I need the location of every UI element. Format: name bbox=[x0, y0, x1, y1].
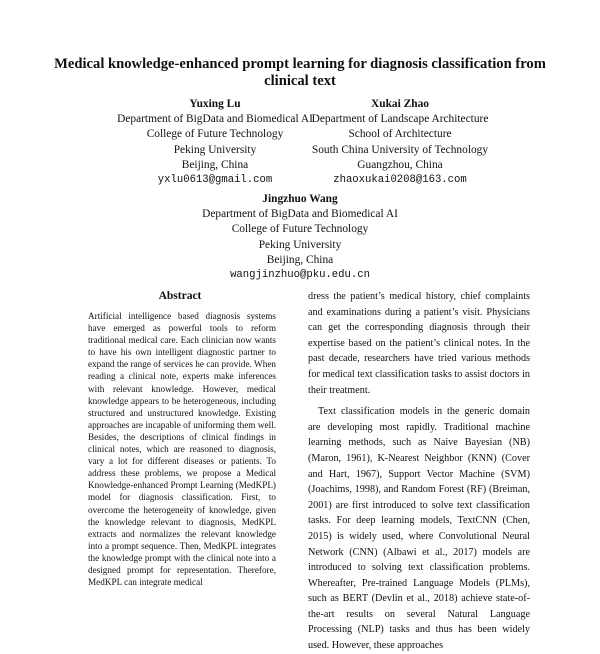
author-affiliation-line: South China University of Technology bbox=[311, 143, 489, 156]
author-affiliation-line: College of Future Technology bbox=[146, 128, 284, 141]
author-email: wangjinzhuo@pku.edu.cn bbox=[230, 269, 370, 282]
body-paragraph: dress the patient’s medical history, chief complaints and examinations during a patient’s visit. Physicians can get the corresponding diagnosis through their expertise based on the patient’s clinical notes. In the past decade, researchers have tried various methods for medical text classification tasks to assist doctors in their treatment. bbox=[308, 291, 530, 396]
author-affiliation-line: Peking University bbox=[173, 143, 257, 156]
author-affiliation-line: Beijing, China bbox=[181, 158, 249, 171]
author-affiliation-line: Department of BigData and Biomedical AI bbox=[117, 113, 313, 126]
abstract-text: Artificial intelligence based diagnosis systems have emerged as powerful tools to reform traditional medical care. Each clinician now wants to have his own intelligent diagnostic partner to expand the range of services he can provide. When reading a clinical note, experts make inferences with relevant knowledge. However, medical knowledge appears to be heterogeneous, including structured and unstructured knowledge. Existing approaches are incapable of uniforming them well. Besides, the descriptions of clinical findings in clinical notes, which are reasoned to diagnosis, vary a lot for different diseases or patients. To address these problems, we propose a Medical Knowledge-enhanced Prompt Learning (MedKPL) model for diagnosis classification. First, to overcome the heterogeneity of knowledge, given the knowledge relevant to diagnosis, MedKPL extracts and normalizes the relevant knowledge into a prompt sequence. Then, MedKPL integrates the knowledge prompt with the clinical note into a designed prompt for representation. Therefore, MedKPL can integrate medical bbox=[88, 311, 276, 588]
author-affiliation-line: School of Architecture bbox=[348, 128, 452, 141]
author-affiliation-line: Beijing, China bbox=[266, 253, 334, 266]
body-column bbox=[308, 289, 530, 654]
author-affiliation-line: College of Future Technology bbox=[231, 223, 369, 236]
author-name: Yuxing Lu bbox=[189, 98, 241, 110]
author-affiliation-line: Peking University bbox=[258, 238, 342, 251]
author-email: yxlu0613@gmail.com bbox=[157, 174, 273, 187]
body-paragraph: Text classification models in the generic domain are developing most rapidly. Traditional machine learning methods, such as Naive Bayesian (NB) (Maron, 1961), K-Nearest Neighbor (KNN) (Cover and Hart, 1967), Support Vector Machine (SVM) (Joachims, 1998), and Random Forest (RF) (Breiman, 2001) are first introduced to solve text classification tasks. For deep learning models, TextCNN (Chen, 2015) is widely used, where Convolutional Neural Network (CNN) (Albawi et al., 2017) models are introduced to solving text classification problems. Whereafter, Pre-trained Language Models (PLMs), such as BERT (Devlin et al., 2018) achieve state-of-the-art results on several Natural Language Processing (NLP) tasks and thus has been widely used. However, these approaches bbox=[308, 406, 530, 652]
author-block-2 bbox=[300, 97, 500, 188]
author-name: Jingzhuo Wang bbox=[262, 193, 338, 205]
author-block-3 bbox=[150, 192, 450, 283]
author-affiliation-line: Department of BigData and Biomedical AI bbox=[202, 208, 398, 221]
abstract-heading: Abstract bbox=[158, 290, 202, 302]
paper-title: Medical knowledge-enhanced prompt learning for diagnosis classification from clinical text bbox=[54, 56, 546, 89]
author-name: Xukai Zhao bbox=[371, 98, 429, 110]
author-email: zhaoxukai0208@163.com bbox=[333, 174, 467, 187]
author-affiliation-line: Department of Landscape Architecture bbox=[311, 113, 489, 126]
author-affiliation-line: Guangzhou, China bbox=[357, 158, 443, 171]
